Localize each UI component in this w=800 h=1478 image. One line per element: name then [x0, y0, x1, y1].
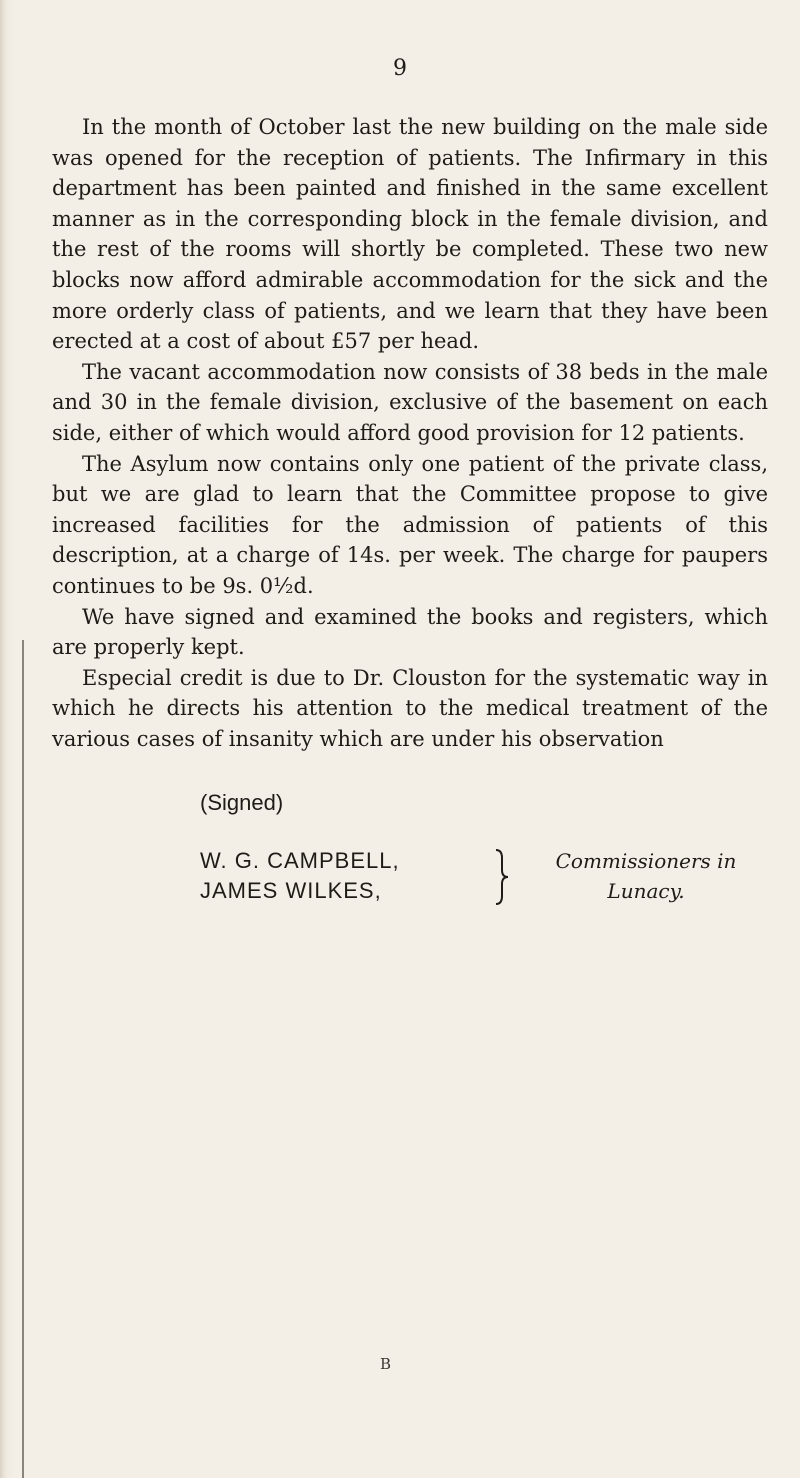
paragraph-especial-credit: Especial credit is due to Dr. Clouston for the systematic way in which he directs his attention to the medical treatment of the various cases of insanity which are under his observation	[52, 665, 768, 751]
signed-label: (Signed)	[200, 790, 284, 815]
right-brace-icon	[492, 848, 512, 906]
signatory-name: W. G. CAMPBELL,	[200, 848, 400, 873]
report-body	[52, 112, 768, 754]
paragraph-private-class: The Asylum now contains only one patient of the private class, but we are glad to learn that the Committee propose to give increased facilities for the admission of patients of this description, at a charge of 14s. per week. The charge for paupers continues to be 9s. 0½d.	[52, 451, 768, 598]
paragraph-books-registers: We have signed and examined the books and registers, which are properly kept.	[52, 604, 768, 660]
signatory-name: JAMES WILKES,	[200, 878, 382, 903]
role-line: Lunacy.	[607, 879, 685, 903]
signatory-names	[200, 846, 400, 906]
sheet-signature-mark: B	[380, 1355, 392, 1373]
paragraph-vacant-accommodation: The vacant accommodation now consists of 38 beds in the male and 30 in the female division, exclusive of the basement on each side, either of which would afford good provision for 12 patients.	[52, 359, 768, 445]
signatory-role	[526, 846, 766, 906]
binding-line	[22, 640, 24, 1478]
page-number: 9	[393, 56, 408, 81]
paragraph-new-building: In the month of October last the new building on the male side was opened for the reception of patients. The Infirmary in this department has been painted and finished in the same excellent manner as in the corresponding block in the female division, and the rest of the rooms will shortly be completed. These two new blocks now afford admirable accommodation for the sick and the more orderly class of patients, and we learn that they have been erected at a cost of about £57 per head.	[52, 115, 768, 354]
page-gutter-shadow	[0, 0, 14, 1478]
role-line: Commissioners in	[555, 849, 737, 873]
